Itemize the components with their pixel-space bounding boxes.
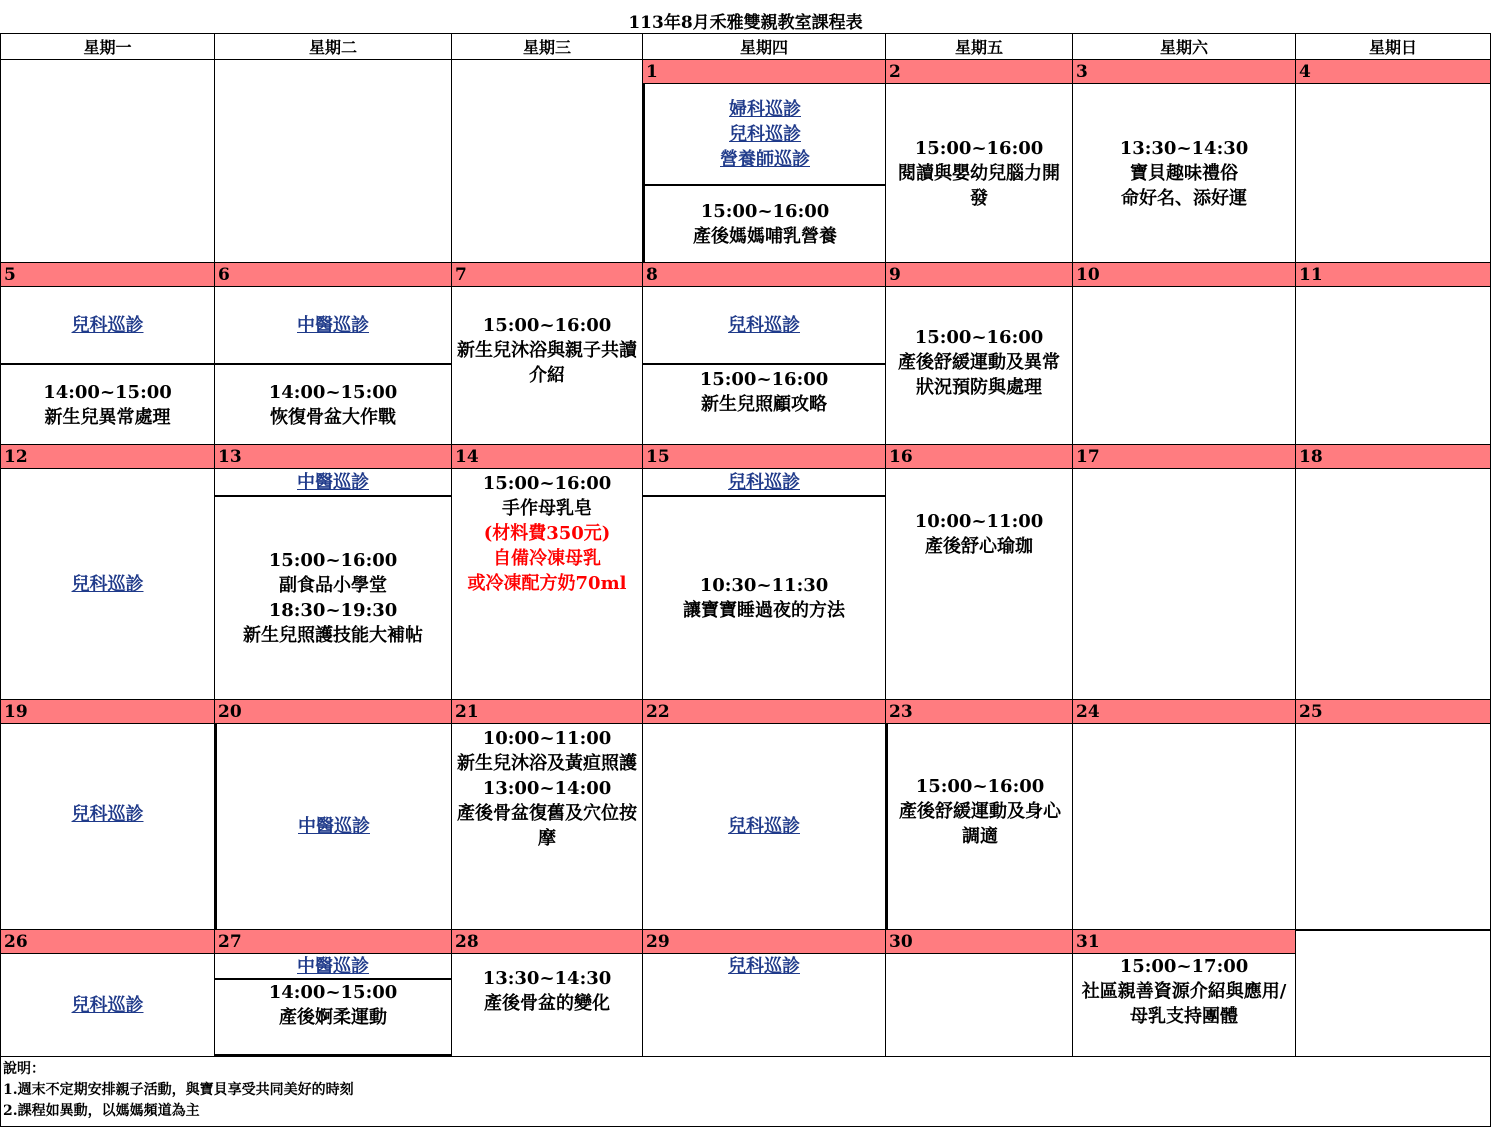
event-title-2: 新生兒照護技能大補帖 — [243, 625, 423, 646]
day-cell-22 — [643, 700, 886, 930]
day-cell-29 — [643, 930, 886, 1057]
event-time: 10:00~11:00 — [914, 511, 1044, 532]
date-label: 9 — [886, 263, 1072, 287]
event-time-2: 18:30~19:30 — [268, 600, 398, 621]
event-time-2: 13:00~14:00 — [482, 778, 612, 799]
date-label: 28 — [452, 930, 642, 954]
day-cell-2 — [886, 60, 1073, 263]
date-label: 27 — [215, 930, 451, 954]
clinic-block — [643, 287, 885, 363]
ped-clinic-link[interactable]: 兒科巡診 — [71, 573, 144, 595]
ped-clinic-link[interactable]: 兒科巡診 — [71, 314, 144, 336]
weekday-mon: 星期一 — [0, 33, 215, 60]
day-cell-14 — [452, 445, 643, 700]
date-label: 11 — [1296, 263, 1490, 287]
date-label: 7 — [452, 263, 642, 287]
date-label: 1 — [643, 60, 885, 84]
event-note: 自備冷凍母乳 — [493, 548, 601, 569]
notes-line-2: 2.課程如異動，以媽媽頻道為主 — [3, 1103, 200, 1119]
date-label: 15 — [643, 445, 885, 469]
day-cell-30 — [886, 930, 1073, 1057]
weekday-fri: 星期五 — [886, 33, 1073, 60]
day-cell-23 — [886, 700, 1073, 930]
date-label: 10 — [1073, 263, 1295, 287]
clinic-block — [643, 469, 885, 495]
event-time: 13:30~14:30 — [482, 968, 612, 989]
event-title: 新生兒沐浴及黃疸照護 — [457, 753, 637, 774]
tcm-clinic-link[interactable]: 中醫巡診 — [298, 816, 370, 837]
day-cell-21 — [452, 700, 643, 930]
event-block — [452, 724, 642, 851]
date-label: 19 — [1, 700, 214, 724]
event-time: 15:00~16:00 — [914, 137, 1044, 159]
tcm-clinic-link[interactable]: 中醫巡診 — [297, 314, 369, 336]
tcm-clinic-link[interactable]: 中醫巡診 — [297, 471, 369, 493]
clinic-block — [643, 84, 885, 184]
date-label: 6 — [215, 263, 451, 287]
event-time: 15:00~16:00 — [482, 315, 612, 336]
weekday-tue: 星期二 — [215, 33, 452, 60]
clinic-block — [1, 954, 214, 1056]
clinic-block — [643, 724, 885, 929]
gyn-clinic-link[interactable]: 婦科巡診 — [729, 98, 801, 120]
day-cell-26 — [0, 930, 215, 1057]
date-label: 12 — [1, 445, 214, 469]
date-label: 13 — [215, 445, 451, 469]
weekday-wed: 星期三 — [452, 33, 643, 60]
event-title: 產後舒緩運動及身心調適 — [899, 801, 1061, 847]
date-label: 3 — [1073, 60, 1295, 84]
event-title-line2: 母乳支持團體 — [1130, 1006, 1238, 1027]
day-cell-25 — [1296, 700, 1491, 930]
event-block — [643, 184, 885, 262]
event-time: 15:00~16:00 — [482, 473, 612, 494]
day-cell-4 — [1296, 60, 1491, 263]
event-block — [215, 495, 451, 699]
day-cell-18 — [1296, 445, 1491, 700]
event-block — [215, 978, 451, 1056]
material-fee: (材料費350元) — [483, 523, 611, 544]
event-time: 10:00~11:00 — [482, 728, 612, 749]
date-label: 2 — [886, 60, 1072, 84]
event-time: 14:00~15:00 — [268, 381, 398, 403]
day-cell-8 — [643, 263, 886, 445]
day-cell-13 — [215, 445, 452, 700]
ped-clinic-link[interactable]: 兒科巡診 — [729, 123, 801, 145]
event-block — [1073, 954, 1295, 1029]
ped-clinic-link[interactable]: 兒科巡診 — [728, 955, 800, 977]
event-block — [452, 469, 642, 596]
date-label: 20 — [215, 700, 451, 724]
date-label: 4 — [1296, 60, 1490, 84]
event-title: 新生兒照顧攻略 — [701, 394, 827, 415]
day-cell-17 — [1073, 445, 1296, 700]
event-title: 閱讀與嬰幼兒腦力開發 — [898, 162, 1060, 209]
empty-cell — [215, 60, 452, 263]
empty-cell — [452, 60, 643, 263]
event-time: 10:30~11:30 — [699, 575, 829, 596]
clinic-block — [1, 724, 214, 904]
event-block — [452, 954, 642, 1016]
notes-line-1: 1.週末不定期安排親子活動，與寶貝享受共同美好的時刻 — [3, 1082, 354, 1098]
date-label: 26 — [1, 930, 214, 954]
notes-section — [0, 1057, 1491, 1127]
date-label: 18 — [1296, 445, 1490, 469]
date-label: 22 — [643, 700, 885, 724]
clinic-block — [215, 469, 451, 495]
event-title: 產後婀柔運動 — [279, 1007, 387, 1028]
empty-cell — [1296, 930, 1491, 1057]
date-label: 14 — [452, 445, 642, 469]
event-title: 寶貝趣味禮俗 — [1130, 162, 1238, 184]
day-cell-12 — [0, 445, 215, 700]
date-label: 21 — [452, 700, 642, 724]
event-block — [1, 363, 214, 444]
clinic-block — [215, 954, 451, 978]
day-cell-19 — [0, 700, 215, 930]
event-title: 產後骨盆的變化 — [484, 993, 610, 1014]
day-cell-5 — [0, 263, 215, 445]
date-label: 23 — [886, 700, 1072, 724]
event-title: 社區親善資源介紹與應用/ — [1081, 981, 1287, 1002]
event-time: 15:00~16:00 — [699, 369, 829, 390]
ped-clinic-link[interactable]: 兒科巡診 — [728, 816, 800, 837]
event-time: 15:00~17:00 — [1119, 956, 1249, 977]
event-block — [452, 287, 642, 388]
day-cell-7 — [452, 263, 643, 445]
ped-clinic-link[interactable]: 兒科巡診 — [728, 314, 800, 336]
nutritionist-clinic-link[interactable]: 營養師巡診 — [720, 148, 810, 170]
weekday-sun: 星期日 — [1296, 33, 1491, 60]
weekday-sat: 星期六 — [1073, 33, 1296, 60]
clinic-block — [217, 724, 451, 929]
event-time: 15:00~16:00 — [268, 550, 398, 571]
clinic-block — [1, 287, 214, 363]
event-time: 14:00~15:00 — [43, 381, 172, 403]
date-label: 5 — [1, 263, 214, 287]
day-cell-6 — [215, 263, 452, 445]
ped-clinic-link[interactable]: 兒科巡診 — [728, 471, 800, 493]
event-time: 14:00~15:00 — [268, 982, 398, 1003]
event-time: 13:30~14:30 — [1119, 137, 1249, 159]
page-title: 113年8月禾雅雙親教室課程表 — [628, 13, 863, 33]
empty-cell — [0, 60, 215, 263]
event-block — [643, 363, 885, 444]
date-label: 25 — [1296, 700, 1490, 724]
event-title: 產後舒緩運動及異常狀況預防與處理 — [898, 352, 1060, 398]
clinic-block — [1, 469, 214, 699]
date-label: 24 — [1073, 700, 1295, 724]
calendar-grid — [0, 33, 1491, 1128]
day-cell-16 — [886, 445, 1073, 700]
day-cell-3 — [1073, 60, 1296, 263]
weekday-thu: 星期四 — [643, 33, 886, 60]
clinic-block — [643, 954, 885, 978]
notes-heading: 說明： — [3, 1061, 45, 1077]
event-note-2: 或冷凍配方奶70ml — [467, 573, 627, 594]
event-block — [215, 363, 451, 444]
day-cell-1 — [643, 60, 886, 263]
event-title: 恢復骨盆大作戰 — [270, 406, 396, 428]
event-title: 新生兒沐浴與親子共讀介紹 — [457, 340, 637, 386]
event-block — [643, 495, 885, 699]
event-block — [1073, 84, 1295, 262]
event-title: 讓寶寶睡過夜的方法 — [683, 600, 845, 621]
event-title: 產後舒心瑜珈 — [925, 536, 1033, 557]
event-block — [886, 84, 1072, 262]
event-block — [888, 724, 1072, 849]
event-time: 15:00~16:00 — [700, 201, 830, 222]
event-title: 副食品小學堂 — [279, 575, 387, 596]
clinic-block — [215, 287, 451, 363]
event-time: 15:00~16:00 — [915, 776, 1045, 797]
date-label: 31 — [1073, 930, 1295, 954]
date-label: 17 — [1073, 445, 1295, 469]
date-label: 16 — [886, 445, 1072, 469]
date-label: 30 — [886, 930, 1072, 954]
ped-clinic-link[interactable]: 兒科巡診 — [71, 994, 144, 1016]
day-cell-24 — [1073, 700, 1296, 930]
event-title: 手作母乳皂 — [502, 498, 592, 519]
day-cell-28 — [452, 930, 643, 1057]
event-title: 新生兒異常處理 — [44, 406, 171, 428]
event-block — [886, 287, 1072, 400]
ped-clinic-link[interactable]: 兒科巡診 — [71, 803, 144, 825]
day-cell-31 — [1073, 930, 1296, 1057]
event-block — [886, 469, 1072, 559]
event-time: 15:00~16:00 — [914, 327, 1044, 348]
date-label: 29 — [643, 930, 885, 954]
day-cell-20 — [215, 700, 452, 930]
event-title-2: 產後骨盆復舊及穴位按摩 — [457, 803, 637, 849]
event-title-line2: 命好名、添好運 — [1121, 187, 1247, 209]
day-cell-27 — [215, 930, 452, 1057]
date-label: 8 — [643, 263, 885, 287]
day-cell-10 — [1073, 263, 1296, 445]
day-cell-9 — [886, 263, 1073, 445]
day-cell-15 — [643, 445, 886, 700]
tcm-clinic-link[interactable]: 中醫巡診 — [297, 955, 369, 977]
event-title: 產後媽媽哺乳營養 — [693, 226, 837, 247]
day-cell-11 — [1296, 263, 1491, 445]
